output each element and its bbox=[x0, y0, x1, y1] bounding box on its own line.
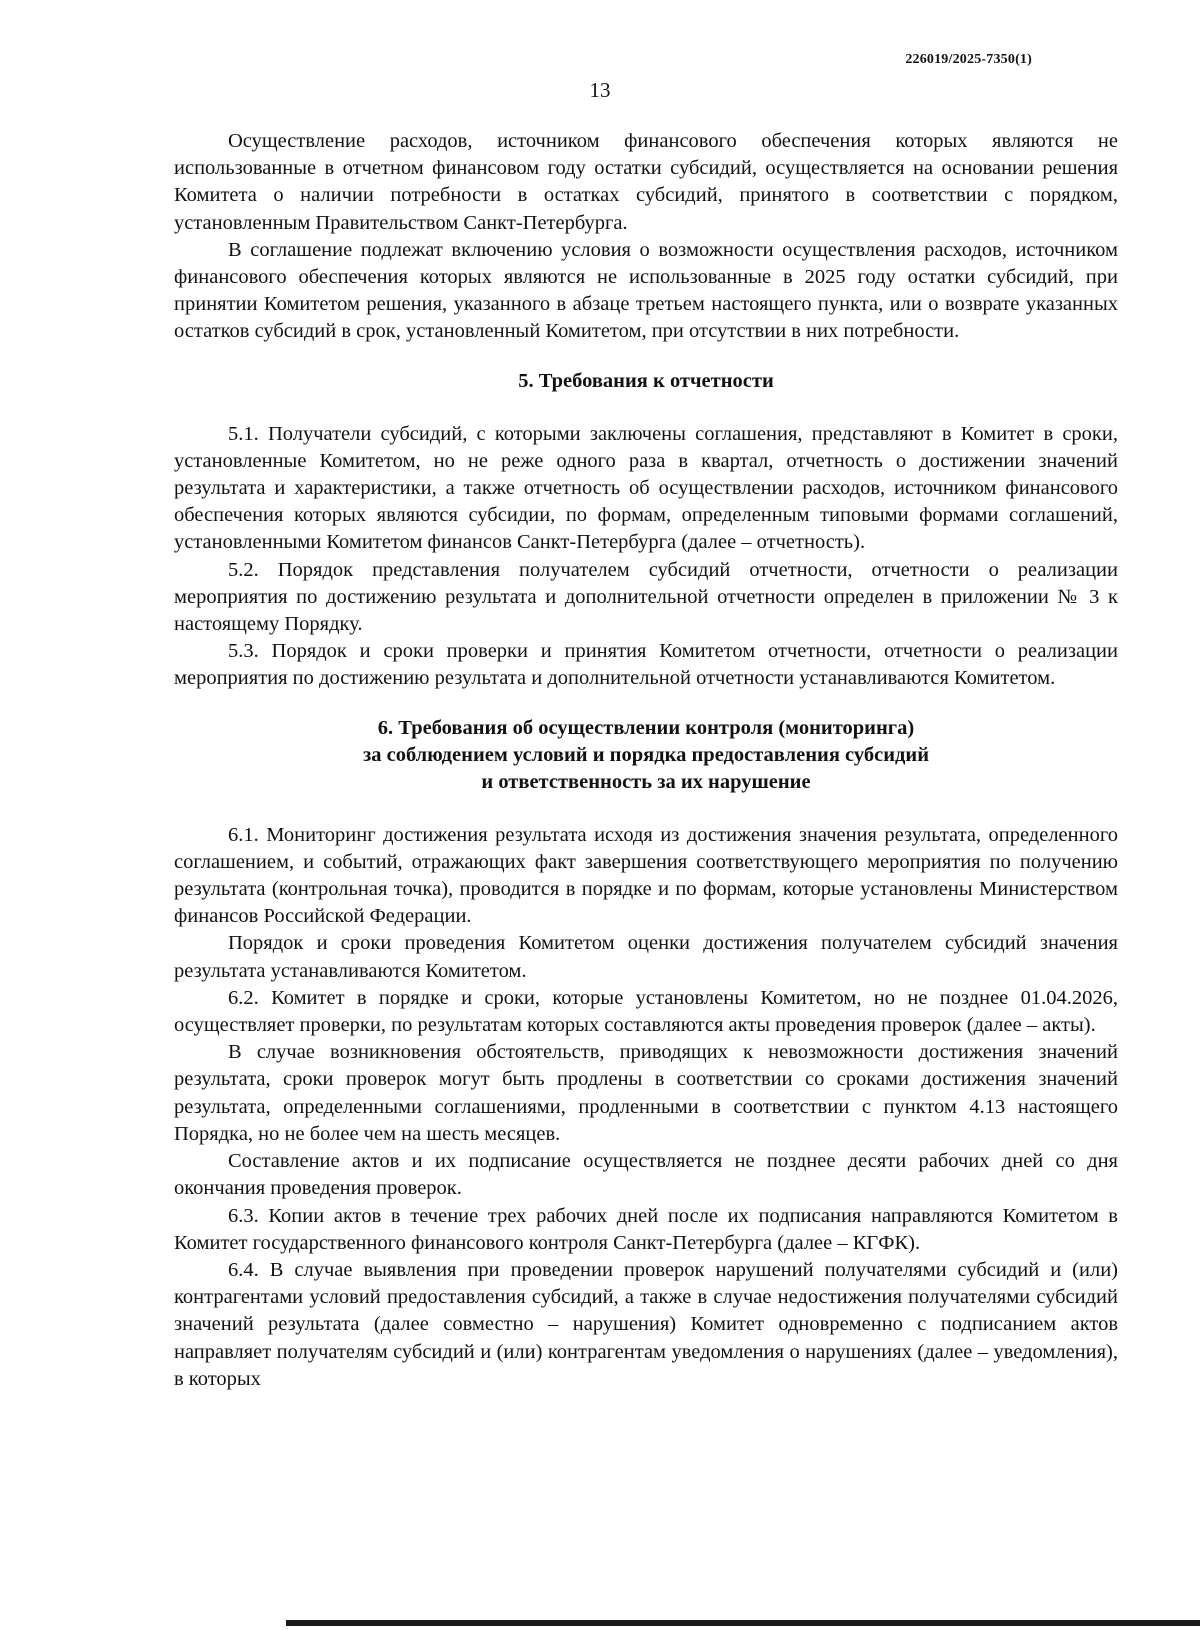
section-6-heading bbox=[174, 715, 1118, 796]
paragraph: В случае возникновения обстоятельств, приводящих к невозможности достижения значений результата, сроки проверок могут быть продлены в соответствии со сроками достижения значений результата, определенными соглашениями, продленными в соответствии с пунктом 4.13 настоящего Порядка, но не более чем на шесть месяцев. bbox=[174, 1041, 1118, 1145]
document-registration-code: 226019/2025-7350(1) bbox=[905, 52, 1032, 67]
page-number: 13 bbox=[589, 78, 611, 102]
section-6-heading-line: за соблюдением условий и порядка предоставления субсидий bbox=[362, 743, 930, 766]
paragraph-6-3: 6.3. Копии актов в течение трех рабочих дней после их подписания направляются Комитетом в Комитет государственного финансового контроля Санкт-Петербурга (далее – КГФК). bbox=[174, 1204, 1118, 1254]
paragraph-5-1: 5.1. Получатели субсидий, с которыми заключены соглашения, представляют в Комитет в сроки, установленные Комитетом, но не реже одного раза в квартал, отчетность о достижении значений результата и характеристики, а также отчетность об осуществлении расходов, источником финансового обеспечения которых являются субсидии, по формам, определенным типовыми формами соглашений, установленными Комитетом финансов Санкт-Петербурга (далее – отчетность). bbox=[174, 422, 1118, 554]
section-6-heading-line: и ответственность за их нарушение bbox=[481, 770, 811, 793]
section-5-heading: 5. Требования к отчетности bbox=[518, 369, 774, 392]
paragraph-6-2: 6.2. Комитет в порядке и сроки, которые установлены Комитетом, но не позднее 01.04.2026, осуществляет проверки, по результатам которых составляются акты проведения проверок (далее – акты). bbox=[174, 986, 1118, 1037]
paragraph-6-1: 6.1. Мониторинг достижения результата исходя из достижения значения результата, определенного соглашением, и событий, отражающих факт завершения соответствующего мероприятия по получению результата (контрольная точка), проводится в порядке и по формам, которые установлены Министерством финансов Российской Федерации. bbox=[174, 823, 1118, 928]
section-6-heading-line: 6. Требования об осуществлении контроля (мониторинга) bbox=[377, 716, 915, 739]
paragraph-5-2: 5.2. Порядок представления получателем субсидий отчетности, отчетности о реализации мероприятия по достижению результата и дополнительной отчетности определен в приложении № 3 к настоящему Порядку. bbox=[174, 558, 1118, 636]
paragraph: Осуществление расходов, источником финансового обеспечения которых являются не использованные в отчетном финансовом году остатки субсидий, осуществляется на основании решения Комитета о наличии потребности в остатках субсидий, принятого в соответствии с порядком, установленным Правительством Санкт-Петербурга. bbox=[174, 130, 1118, 234]
paragraph-6-4: 6.4. В случае выявления при проведении проверок нарушений получателями субсидий и (или) контрагентами условий предоставления субсидий, а также в случае недостижения получателями субсидий значений результата (далее совместно – нарушения) Комитет одновременно с подписанием актов направляет получателям субсидий и (или) контрагентам уведомления о нарушениях (далее – уведомления), в которых bbox=[174, 1258, 1118, 1390]
document-body bbox=[174, 128, 1118, 1393]
paragraph: В соглашение подлежат включению условия о возможности осуществления расходов, источником финансового обеспечения которых являются не использованные в 2025 году остатки субсидий, при принятии Комитетом решения, указанного в абзаце третьем настоящего пункта, или о возврате указанных остатков субсидий в срок, установленный Комитетом, при отсутствии в них потребности. bbox=[174, 238, 1118, 343]
paragraph: Порядок и сроки проведения Комитетом оценки достижения получателем субсидий значения результата устанавливаются Комитетом. bbox=[174, 932, 1118, 982]
paragraph-5-3: 5.3. Порядок и сроки проверки и принятия Комитетом отчетности, отчетности о реализации мероприятия по достижению результата и дополнительной отчетности устанавливаются Комитетом. bbox=[174, 640, 1118, 690]
scan-edge-rule bbox=[286, 1620, 1200, 1626]
paragraph: Составление актов и их подписание осуществляется не позднее десяти рабочих дней со дня окончания проведения проверок. bbox=[174, 1150, 1118, 1200]
